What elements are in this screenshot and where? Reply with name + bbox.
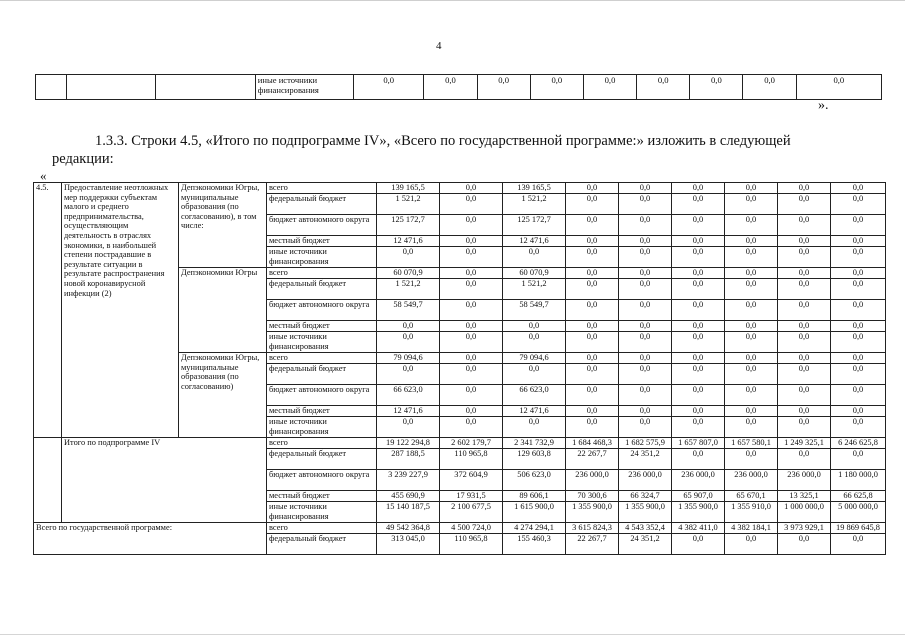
value-cell: 0,0 <box>440 194 503 215</box>
value-cell: 58 549,7 <box>503 300 566 321</box>
value-cell: 0,0 <box>778 406 831 417</box>
value-cell: 0,0 <box>619 183 672 194</box>
value-cell: 0,0 <box>831 215 886 236</box>
value-cell: 0,0 <box>778 300 831 321</box>
value-cell: 0,0 <box>725 215 778 236</box>
value-cell: 0,0 <box>503 417 566 438</box>
blank-cell <box>34 438 62 523</box>
value-cell: 0,0 <box>619 353 672 364</box>
value-cell: 0,0 <box>503 321 566 332</box>
amendment-paragraph: 1.3.3. Строки 4.5, «Итого по подпрограмме IV», «Всего по государственной программе:» изложить в следующей редакции: <box>52 133 791 167</box>
value-cell: 155 460,3 <box>503 534 566 555</box>
value-cell: 0,0 <box>619 215 672 236</box>
value-cell: 0,0 <box>440 236 503 247</box>
table-row <box>34 183 886 194</box>
value-cell: 0,0 <box>725 268 778 279</box>
value-cell: 15 140 187,5 <box>377 502 440 523</box>
value-cell: 1 657 807,0 <box>672 438 725 449</box>
value-cell: 4 274 294,1 <box>503 523 566 534</box>
funding-source: федеральный бюджет <box>267 534 377 555</box>
value-cell: 0,0 <box>377 332 440 353</box>
value-cell: 0,0 <box>440 268 503 279</box>
value-cell: 0,0 <box>377 321 440 332</box>
value-cell: 236 000,0 <box>672 470 725 491</box>
value-cell: 0,0 <box>831 353 886 364</box>
funding-source: всего <box>267 523 377 534</box>
executor-cell: Депэкономики Югры, муниципальные образования (по согласованию) <box>179 353 267 438</box>
value-cell: 0,0 <box>440 406 503 417</box>
value-cell: 0,0 <box>778 332 831 353</box>
value-cell: 0,0 <box>831 332 886 353</box>
item-name: Предоставление неотложных мер поддержки субъектам малого и среднего предпринимательства, осуществляющим деятельность в отраслях экономики, в наибольшей степени пострадавшие в результате ситуации в результате распространения новой коронавирусной инфекции (2) <box>62 183 179 438</box>
value-cell: 110 965,8 <box>440 534 503 555</box>
value-cell: 236 000,0 <box>778 470 831 491</box>
value-cell: 6 246 625,8 <box>831 438 886 449</box>
value-cell: 0,0 <box>672 300 725 321</box>
value-cell: 0,0 <box>778 353 831 364</box>
funding-source: федеральный бюджет <box>267 449 377 470</box>
value-cell: 0,0 <box>672 417 725 438</box>
value-cell: 0,0 <box>725 300 778 321</box>
value-cell: 0,0 <box>440 247 503 268</box>
value-cell: 1 249 325,1 <box>778 438 831 449</box>
value-cell: 12 471,6 <box>377 406 440 417</box>
value-cell: 0,0 <box>831 236 886 247</box>
funding-source: бюджет автономного округа <box>267 470 377 491</box>
value-cell: 0,0 <box>796 75 881 100</box>
funding-source: федеральный бюджет <box>267 279 377 300</box>
value-cell: 0,0 <box>440 364 503 385</box>
value-cell: 2 100 677,5 <box>440 502 503 523</box>
value-cell: 79 094,6 <box>503 353 566 364</box>
value-cell: 0,0 <box>377 364 440 385</box>
value-cell: 0,0 <box>778 268 831 279</box>
value-cell: 313 045,0 <box>377 534 440 555</box>
value-cell: 0,0 <box>566 364 619 385</box>
value-cell: 3 615 824,3 <box>566 523 619 534</box>
value-cell: 129 603,8 <box>503 449 566 470</box>
value-cell: 0,0 <box>672 321 725 332</box>
value-cell: 0,0 <box>477 75 530 100</box>
value-cell: 0,0 <box>619 406 672 417</box>
executor-cell: Депэкономики Югры <box>179 268 267 353</box>
value-cell: 24 351,2 <box>619 449 672 470</box>
funding-source: федеральный бюджет <box>267 194 377 215</box>
value-cell: 0,0 <box>672 534 725 555</box>
value-cell: 0,0 <box>831 321 886 332</box>
value-cell: 0,0 <box>566 321 619 332</box>
value-cell: 0,0 <box>831 417 886 438</box>
value-cell: 66 625,8 <box>831 491 886 502</box>
value-cell: 1 521,2 <box>503 194 566 215</box>
value-cell: 139 165,5 <box>503 183 566 194</box>
value-cell: 0,0 <box>672 183 725 194</box>
value-cell: 0,0 <box>831 183 886 194</box>
continuation-table <box>35 74 882 100</box>
value-cell: 0,0 <box>566 332 619 353</box>
value-cell: 0,0 <box>503 364 566 385</box>
value-cell: 0,0 <box>619 332 672 353</box>
value-cell: 4 382 411,0 <box>672 523 725 534</box>
value-cell: 236 000,0 <box>566 470 619 491</box>
value-cell: 0,0 <box>566 353 619 364</box>
value-cell: 0,0 <box>440 300 503 321</box>
executor-cell: Депэкономики Югры, муниципальные образования (по согласованию), в том числе: <box>179 183 267 268</box>
value-cell: 0,0 <box>503 247 566 268</box>
value-cell: 236 000,0 <box>725 470 778 491</box>
funding-source: иные источники финансирования <box>267 247 377 268</box>
value-cell: 0,0 <box>672 279 725 300</box>
value-cell: 0,0 <box>725 534 778 555</box>
value-cell: 0,0 <box>566 247 619 268</box>
funding-source: всего <box>267 268 377 279</box>
value-cell: 0,0 <box>672 449 725 470</box>
value-cell: 0,0 <box>725 417 778 438</box>
value-cell: 65 670,1 <box>725 491 778 502</box>
value-cell: 0,0 <box>619 236 672 247</box>
value-cell: 19 122 294,8 <box>377 438 440 449</box>
value-cell: 3 239 227,9 <box>377 470 440 491</box>
value-cell: 0,0 <box>424 75 477 100</box>
value-cell: 0,0 <box>725 406 778 417</box>
value-cell: 0,0 <box>778 215 831 236</box>
value-cell: 4 500 724,0 <box>440 523 503 534</box>
value-cell: 0,0 <box>672 247 725 268</box>
value-cell: 0,0 <box>672 385 725 406</box>
value-cell: 236 000,0 <box>619 470 672 491</box>
value-cell: 0,0 <box>672 364 725 385</box>
value-cell: 1 000 000,0 <box>778 502 831 523</box>
value-cell: 0,0 <box>530 75 583 100</box>
value-cell: 0,0 <box>778 534 831 555</box>
value-cell: 1 682 575,9 <box>619 438 672 449</box>
value-cell: 125 172,7 <box>503 215 566 236</box>
table-row <box>36 75 882 100</box>
value-cell: 0,0 <box>778 449 831 470</box>
value-cell: 1 684 468,3 <box>566 438 619 449</box>
value-cell: 0,0 <box>778 194 831 215</box>
value-cell: 0,0 <box>672 406 725 417</box>
value-cell: 139 165,5 <box>377 183 440 194</box>
value-cell: 0,0 <box>566 385 619 406</box>
value-cell: 0,0 <box>440 417 503 438</box>
funding-source: местный бюджет <box>267 321 377 332</box>
value-cell: 65 907,0 <box>672 491 725 502</box>
value-cell: 0,0 <box>619 247 672 268</box>
total-label: Всего по государственной программе: <box>34 523 267 555</box>
value-cell: 0,0 <box>440 183 503 194</box>
value-cell: 0,0 <box>725 353 778 364</box>
value-cell: 455 690,9 <box>377 491 440 502</box>
value-cell: 0,0 <box>619 279 672 300</box>
page-number: 4 <box>436 40 442 52</box>
value-cell: 0,0 <box>566 300 619 321</box>
value-cell: 5 000 000,0 <box>831 502 886 523</box>
value-cell: 1 355 910,0 <box>725 502 778 523</box>
funding-source: бюджет автономного округа <box>267 300 377 321</box>
program-funding-table <box>33 182 886 555</box>
value-cell: 0,0 <box>672 268 725 279</box>
value-cell: 0,0 <box>619 194 672 215</box>
value-cell: 0,0 <box>831 300 886 321</box>
funding-source: федеральный бюджет <box>267 364 377 385</box>
funding-source: всего <box>267 438 377 449</box>
funding-source: местный бюджет <box>267 406 377 417</box>
value-cell: 372 604,9 <box>440 470 503 491</box>
value-cell: 0,0 <box>440 321 503 332</box>
value-cell: 13 325,1 <box>778 491 831 502</box>
value-cell: 0,0 <box>778 247 831 268</box>
value-cell: 70 300,6 <box>566 491 619 502</box>
value-cell: 0,0 <box>440 385 503 406</box>
value-cell: 0,0 <box>672 194 725 215</box>
value-cell: 0,0 <box>566 417 619 438</box>
value-cell: 2 602 179,7 <box>440 438 503 449</box>
value-cell: 0,0 <box>725 247 778 268</box>
scan-edge-top <box>0 0 905 1</box>
value-cell: 0,0 <box>566 279 619 300</box>
funding-source: всего <box>267 353 377 364</box>
value-cell: 17 931,5 <box>440 491 503 502</box>
value-cell: 0,0 <box>377 247 440 268</box>
value-cell: 0,0 <box>831 449 886 470</box>
value-cell: 66 623,0 <box>503 385 566 406</box>
value-cell: 24 351,2 <box>619 534 672 555</box>
funding-source: бюджет автономного округа <box>267 215 377 236</box>
value-cell: 0,0 <box>566 183 619 194</box>
value-cell: 12 471,6 <box>503 406 566 417</box>
value-cell: 0,0 <box>725 236 778 247</box>
value-cell: 0,0 <box>583 75 636 100</box>
subtotal-label: Итого по подпрограмме IV <box>62 438 267 523</box>
value-cell: 1 355 900,0 <box>672 502 725 523</box>
value-cell: 0,0 <box>725 321 778 332</box>
value-cell: 0,0 <box>831 385 886 406</box>
value-cell: 0,0 <box>672 353 725 364</box>
value-cell: 0,0 <box>778 321 831 332</box>
value-cell: 0,0 <box>672 215 725 236</box>
funding-source: местный бюджет <box>267 236 377 247</box>
value-cell: 0,0 <box>831 247 886 268</box>
value-cell: 0,0 <box>725 364 778 385</box>
value-cell: 22 267,7 <box>566 534 619 555</box>
value-cell: 0,0 <box>566 268 619 279</box>
value-cell: 0,0 <box>440 215 503 236</box>
value-cell: 0,0 <box>619 417 672 438</box>
value-cell: 1 355 900,0 <box>566 502 619 523</box>
value-cell: 506 623,0 <box>503 470 566 491</box>
value-cell: 0,0 <box>637 75 690 100</box>
value-cell: 0,0 <box>619 385 672 406</box>
value-cell: 125 172,7 <box>377 215 440 236</box>
value-cell: 0,0 <box>440 353 503 364</box>
scan-edge-bottom <box>0 634 905 635</box>
value-cell: 1 355 900,0 <box>619 502 672 523</box>
value-cell: 0,0 <box>725 279 778 300</box>
value-cell: 79 094,6 <box>377 353 440 364</box>
value-cell: 0,0 <box>725 385 778 406</box>
value-cell: 4 382 184,1 <box>725 523 778 534</box>
opening-quote: « <box>40 168 47 183</box>
value-cell: 0,0 <box>725 332 778 353</box>
value-cell: 19 869 645,8 <box>831 523 886 534</box>
table-row <box>34 438 886 449</box>
value-cell: 0,0 <box>354 75 424 100</box>
value-cell: 0,0 <box>619 364 672 385</box>
value-cell: 12 471,6 <box>503 236 566 247</box>
funding-source: бюджет автономного округа <box>267 385 377 406</box>
value-cell: 60 070,9 <box>503 268 566 279</box>
value-cell: 0,0 <box>831 364 886 385</box>
value-cell: 0,0 <box>831 534 886 555</box>
funding-source: иные источники финансирования <box>267 502 377 523</box>
closing-quote: ». <box>818 98 829 113</box>
value-cell: 0,0 <box>831 406 886 417</box>
funding-source: иные источники финансирования <box>267 417 377 438</box>
value-cell: 110 965,8 <box>440 449 503 470</box>
funding-source: всего <box>267 183 377 194</box>
value-cell: 0,0 <box>778 364 831 385</box>
value-cell: 0,0 <box>725 449 778 470</box>
funding-source: иные источники финансирования <box>255 75 353 100</box>
value-cell: 0,0 <box>778 279 831 300</box>
value-cell: 2 341 732,9 <box>503 438 566 449</box>
value-cell: 1 180 000,0 <box>831 470 886 491</box>
value-cell: 0,0 <box>503 332 566 353</box>
value-cell: 1 521,2 <box>503 279 566 300</box>
value-cell: 0,0 <box>778 417 831 438</box>
value-cell: 0,0 <box>778 236 831 247</box>
value-cell: 0,0 <box>377 417 440 438</box>
value-cell: 49 542 364,8 <box>377 523 440 534</box>
value-cell: 0,0 <box>440 279 503 300</box>
value-cell: 0,0 <box>743 75 796 100</box>
value-cell: 0,0 <box>566 236 619 247</box>
value-cell: 0,0 <box>566 194 619 215</box>
value-cell: 0,0 <box>672 332 725 353</box>
value-cell: 66 324,7 <box>619 491 672 502</box>
value-cell: 0,0 <box>440 332 503 353</box>
value-cell: 0,0 <box>778 183 831 194</box>
value-cell: 0,0 <box>778 385 831 406</box>
funding-source: иные источники финансирования <box>267 332 377 353</box>
value-cell: 0,0 <box>619 268 672 279</box>
value-cell: 0,0 <box>725 194 778 215</box>
value-cell: 3 973 929,1 <box>778 523 831 534</box>
funding-source: местный бюджет <box>267 491 377 502</box>
value-cell: 22 267,7 <box>566 449 619 470</box>
value-cell: 1 657 580,1 <box>725 438 778 449</box>
value-cell: 1 615 900,0 <box>503 502 566 523</box>
value-cell: 66 623,0 <box>377 385 440 406</box>
value-cell: 0,0 <box>566 215 619 236</box>
value-cell: 0,0 <box>831 268 886 279</box>
value-cell: 0,0 <box>831 194 886 215</box>
value-cell: 1 521,2 <box>377 194 440 215</box>
table-row <box>34 523 886 534</box>
value-cell: 1 521,2 <box>377 279 440 300</box>
value-cell: 0,0 <box>566 406 619 417</box>
value-cell: 0,0 <box>672 236 725 247</box>
value-cell: 287 188,5 <box>377 449 440 470</box>
value-cell: 12 471,6 <box>377 236 440 247</box>
value-cell: 0,0 <box>690 75 743 100</box>
value-cell: 58 549,7 <box>377 300 440 321</box>
value-cell: 0,0 <box>619 321 672 332</box>
value-cell: 0,0 <box>725 183 778 194</box>
value-cell: 89 606,1 <box>503 491 566 502</box>
value-cell: 4 543 352,4 <box>619 523 672 534</box>
value-cell: 0,0 <box>619 300 672 321</box>
value-cell: 0,0 <box>831 279 886 300</box>
item-number: 4.5. <box>34 183 62 438</box>
value-cell: 60 070,9 <box>377 268 440 279</box>
